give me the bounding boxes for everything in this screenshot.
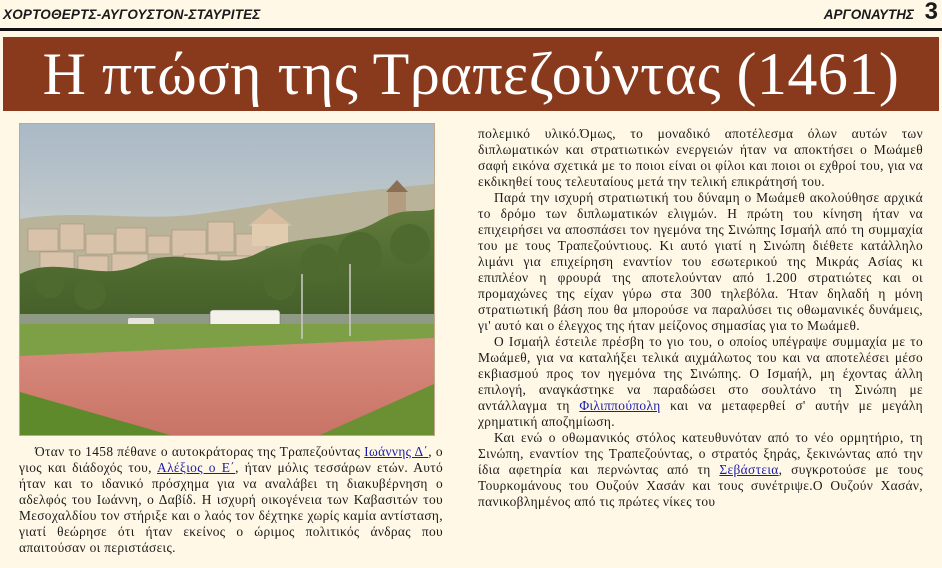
paragraph — [478, 430, 923, 510]
right-column — [478, 126, 923, 510]
paragraph-text: Όταν το 1458 πέθανε ο αυτοκράτορας της Τραπεζούντας — [35, 444, 365, 459]
article-title: Η πτώση της Τραπεζούντας (1461) — [42, 40, 900, 107]
link-alexios-v[interactable]: Αλέξιος ο Ε΄ — [157, 460, 236, 475]
link-sevasteia[interactable]: Σεβάστεια — [719, 462, 779, 477]
paragraph — [478, 334, 923, 430]
paragraph-text: , συγκροτούσε με τους Τουρκομάνους του Ουζούν Χασάν και τους συνέτριψε.Ο Ουζούν Χασάν, πανικοβλημένος από τις πρώτες νίκες του — [478, 462, 923, 509]
paragraph-text: , ο γιος και διάδοχός του, — [19, 444, 443, 475]
paragraph-text: και να μεταφερθεί σ' αυτήν με μεγάλη χρηματική αποζημίωση. — [478, 398, 923, 429]
link-filippoupoli[interactable]: Φιλιππούπολη — [579, 398, 661, 413]
page-number: 3 — [924, 0, 938, 25]
link-ioannis-iv[interactable]: Ιωάννης Δ΄ — [364, 444, 429, 459]
left-column — [19, 444, 443, 556]
trabzon-city-photo — [19, 123, 435, 436]
paragraph-text: Ο Ισμαήλ έστειλε πρέσβη το γιο του, ο οποίος υπέγραψε συμμαχία με το Μωάμεθ, για να καταλήξει τελικά αιχμάλωτος του και να αποτελέσει μέσο εκβιασμού προς τον ηγεμόνα της Σινώπης. Ο Ισμαήλ, μη έχοντας άλλη επιλογή, αναγκάστηκε να παραδώσει στο σουλτάνο τη Σινώπη με αντάλλαγμα τη — [478, 334, 923, 413]
paragraph-text: Και ενώ ο οθωμανικός στόλος κατευθυνόταν από το νέο ορμητήριο, τη Σινώπη, εναντίον της Τραπεζούντας, ο στρατός ξηράς, ξεκινώντας από την ίδια αφετηρία και περνώντας από τη — [478, 430, 923, 477]
city-view-image — [20, 124, 434, 435]
paragraph: Παρά την ισχυρή στρατιωτική του δύναμη ο Μωάμεθ ακολούθησε αρχικά το δρόμο των διπλωματικών ελιγμών. Η πρώτη του κίνηση ήταν να επιχειρήσει να αποσπάσει τον ηγεμόνα της Σινώπης Ισμαήλ από τη συμμαχία του με τους Τραπεζούντιους. Κι αυτό γιατί η Σινώπη διέθετε κατάλληλο λιμάνι για επιχείρηση εναντίον του εσωτερικού της Μικράς Ασίας κι επιπλέον η φρουρά της αποτελούνταν από 1.200 στρατιώτες και οι προμαχώνες της είχαν γύρω στα 300 τηλεβόλα. Ήταν δηλαδή η μόνη στρατιωτική βάση που θα μπορούσε να παραλύσει τις οθωμανικές δυνάμεις, γι' αυτό και ο έλεγχος της ήταν μείζονος σημασίας για το Μωάμεθ. — [478, 190, 923, 333]
section-label: ΧΟΡΤΟΘΕΡΤΣ-ΑΥΓΟΥΣΤΟΝ-ΣΤΑΥΡΙΤΕΣ — [3, 7, 261, 22]
running-head — [0, 0, 942, 31]
title-banner — [3, 37, 939, 111]
paragraph-text: , ήταν μόλις τεσσάρων ετών. Αυτό ήταν και το ιδανικό πρόσχημα για να αναλάβει τη διακυβέρνηση ο αδελφός του Ιωάννη, ο Δαβίδ. Η ισχυρή οικογένεια των Καβασιτών του Μεσοχαλδίου τον στήριξε και ο λαός τον δέχτηκε χωρίς καμία αντίσταση, γιατί θεώρησε ότι ήταν εκείνος ο ώριμος πολιτικός άνδρας που απαιτούσαν οι περιστάσεις. — [19, 460, 443, 555]
paragraph — [19, 444, 443, 556]
publication-name: ΑΡΓΟΝΑΥΤΗΣ — [823, 7, 914, 22]
paragraph: πολεμικό υλικό.Όμως, το μοναδικό αποτέλεσμα όλων αυτών των διπλωματικών και στρατιωτικών ενεργειών ήταν να αποκτήσει ο Μωάμεθ σαφή εικόνα σχετικά με το ποιοι είναι οι φίλοι και ποιοι οι εχθροί του, για να εκδικηθεί τους τελευταίους μετά την τελική επικράτησή του. — [478, 126, 923, 189]
